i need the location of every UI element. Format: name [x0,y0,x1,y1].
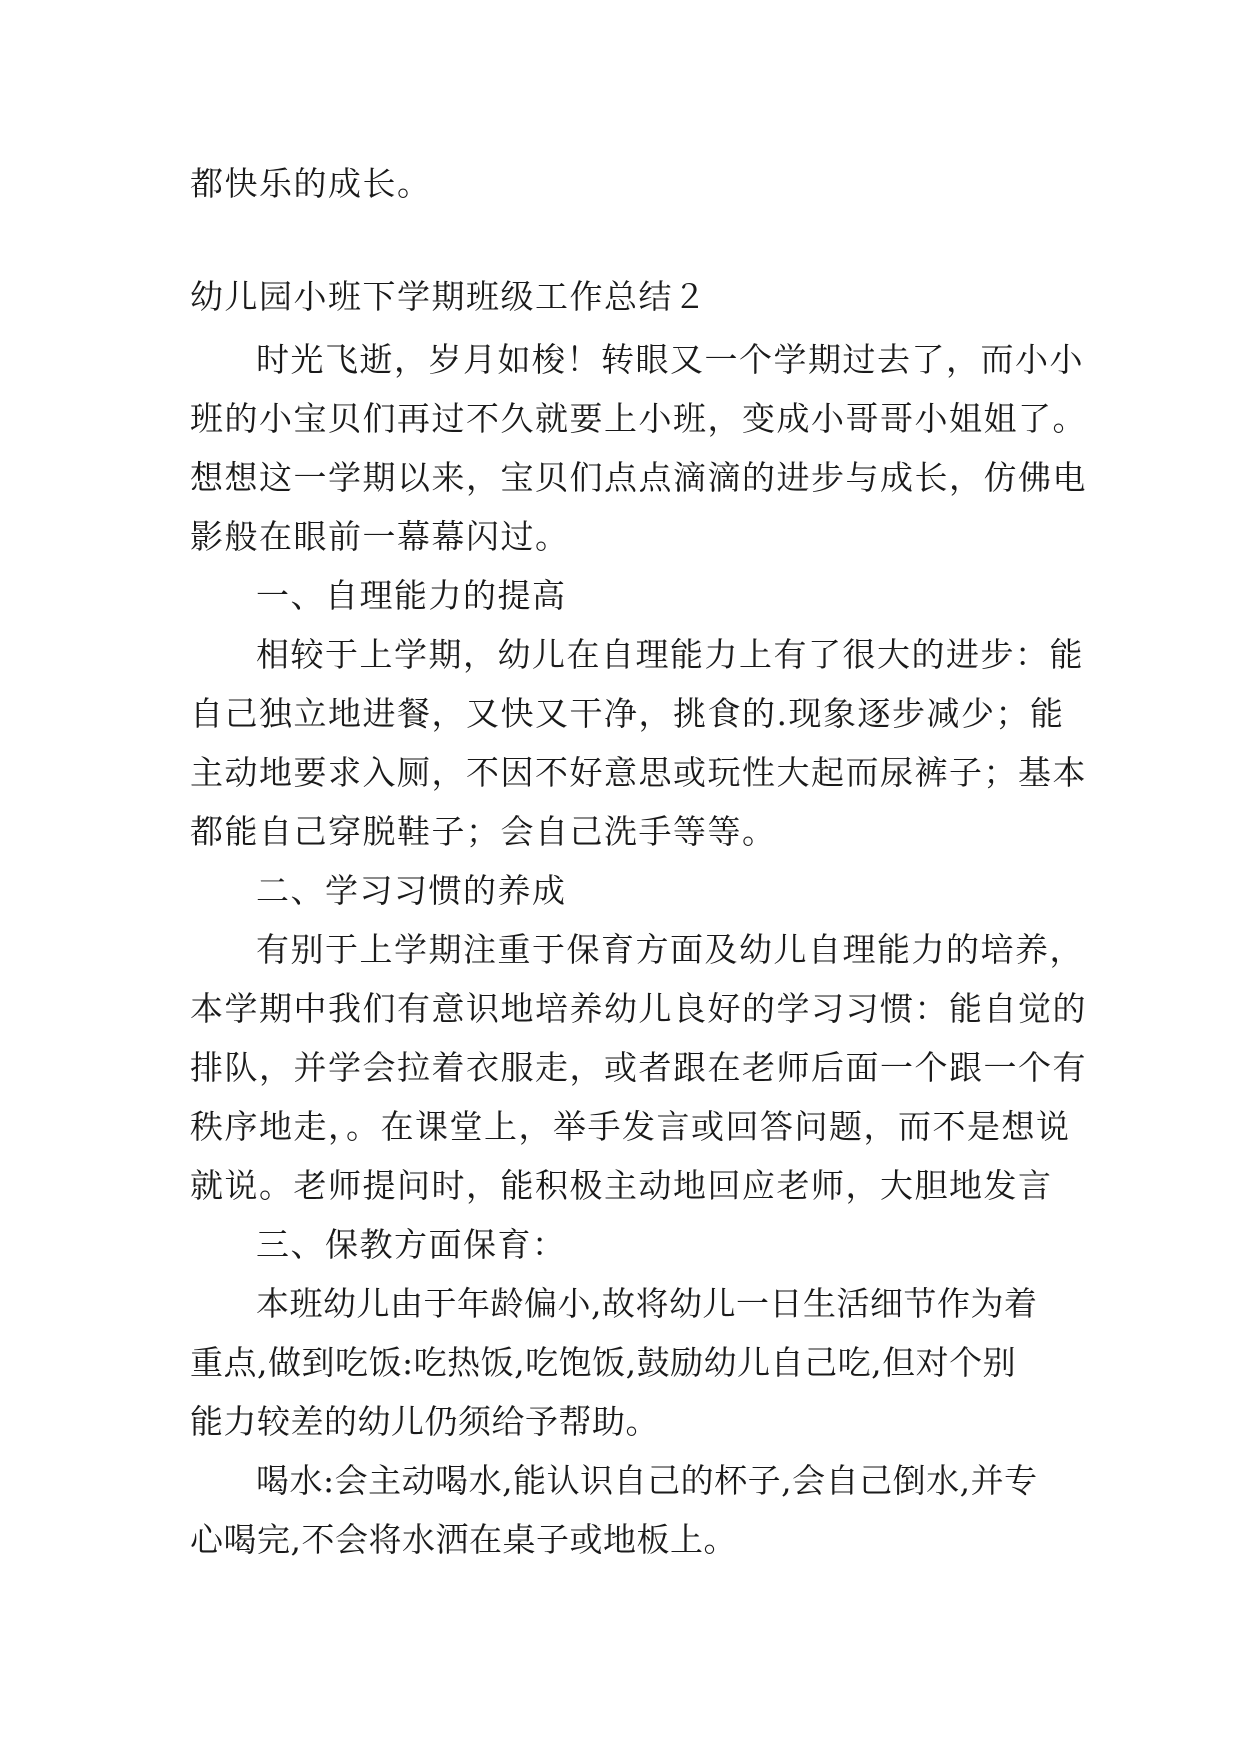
paragraph-line: 影般在眼前一幕幕闪过。 [190,517,570,556]
paragraph-line: 排队，并学会拉着衣服走，或者跟在老师后面一个跟一个有 [190,1048,1087,1087]
paragraph-line: 有别于上学期注重于保育方面及幼儿自理能力的培养， [256,930,1084,969]
paragraph-line: 秩序地走，。在课堂上，举手发言或回答问题，而不是想说 [190,1107,1071,1146]
paragraph-line: 主动地要求入厕，不因不好意思或玩性大起而尿裤子；基本 [190,753,1087,792]
section-title: 幼儿园小班下学期班级工作总结２ [190,277,708,316]
paragraph-line: 相较于上学期，幼儿在自理能力上有了很大的进步：能 [256,635,1084,674]
paragraph-line: 喝水:会主动喝水,能认识自己的杯子,会自己倒水,并专 [256,1461,1038,1500]
paragraph-line: 想想这一学期以来，宝贝们点点滴滴的进步与成长，仿佛电 [190,458,1087,497]
paragraph-line: 班的小宝贝们再过不久就要上小班，变成小哥哥小姐姐了。 [190,399,1087,438]
paragraph-line: 都能自己穿脱鞋子；会自己洗手等等。 [190,812,777,851]
paragraph-line: 心喝完,不会将水洒在桌子或地板上。 [190,1520,737,1559]
paragraph-line: 都快乐的成长。 [190,164,432,203]
paragraph-line: 本班幼儿由于年龄偏小,故将幼儿一日生活细节作为着 [256,1284,1038,1323]
paragraph-line: 能力较差的幼儿仍须给予帮助。 [190,1402,659,1441]
paragraph-line: 自己独立地进餐，又快又干净，挑食的.现象逐步减少；能 [190,694,1065,733]
paragraph-line: 就说。老师提问时，能积极主动地回应老师，大胆地发言 [190,1166,1053,1205]
subheading: 二、学习习惯的养成 [256,871,567,910]
subheading: 三、保教方面保育： [256,1225,567,1264]
paragraph-line: 时光飞逝，岁月如梭！转眼又一个学期过去了，而小小 [256,340,1084,379]
subheading: 一、自理能力的提高 [256,576,567,615]
paragraph-line: 重点,做到吃饭:吃热饭,吃饱饭,鼓励幼儿自己吃,但对个别 [190,1343,1017,1382]
paragraph-line: 本学期中我们有意识地培养幼儿良好的学习习惯：能自觉的 [190,989,1087,1028]
